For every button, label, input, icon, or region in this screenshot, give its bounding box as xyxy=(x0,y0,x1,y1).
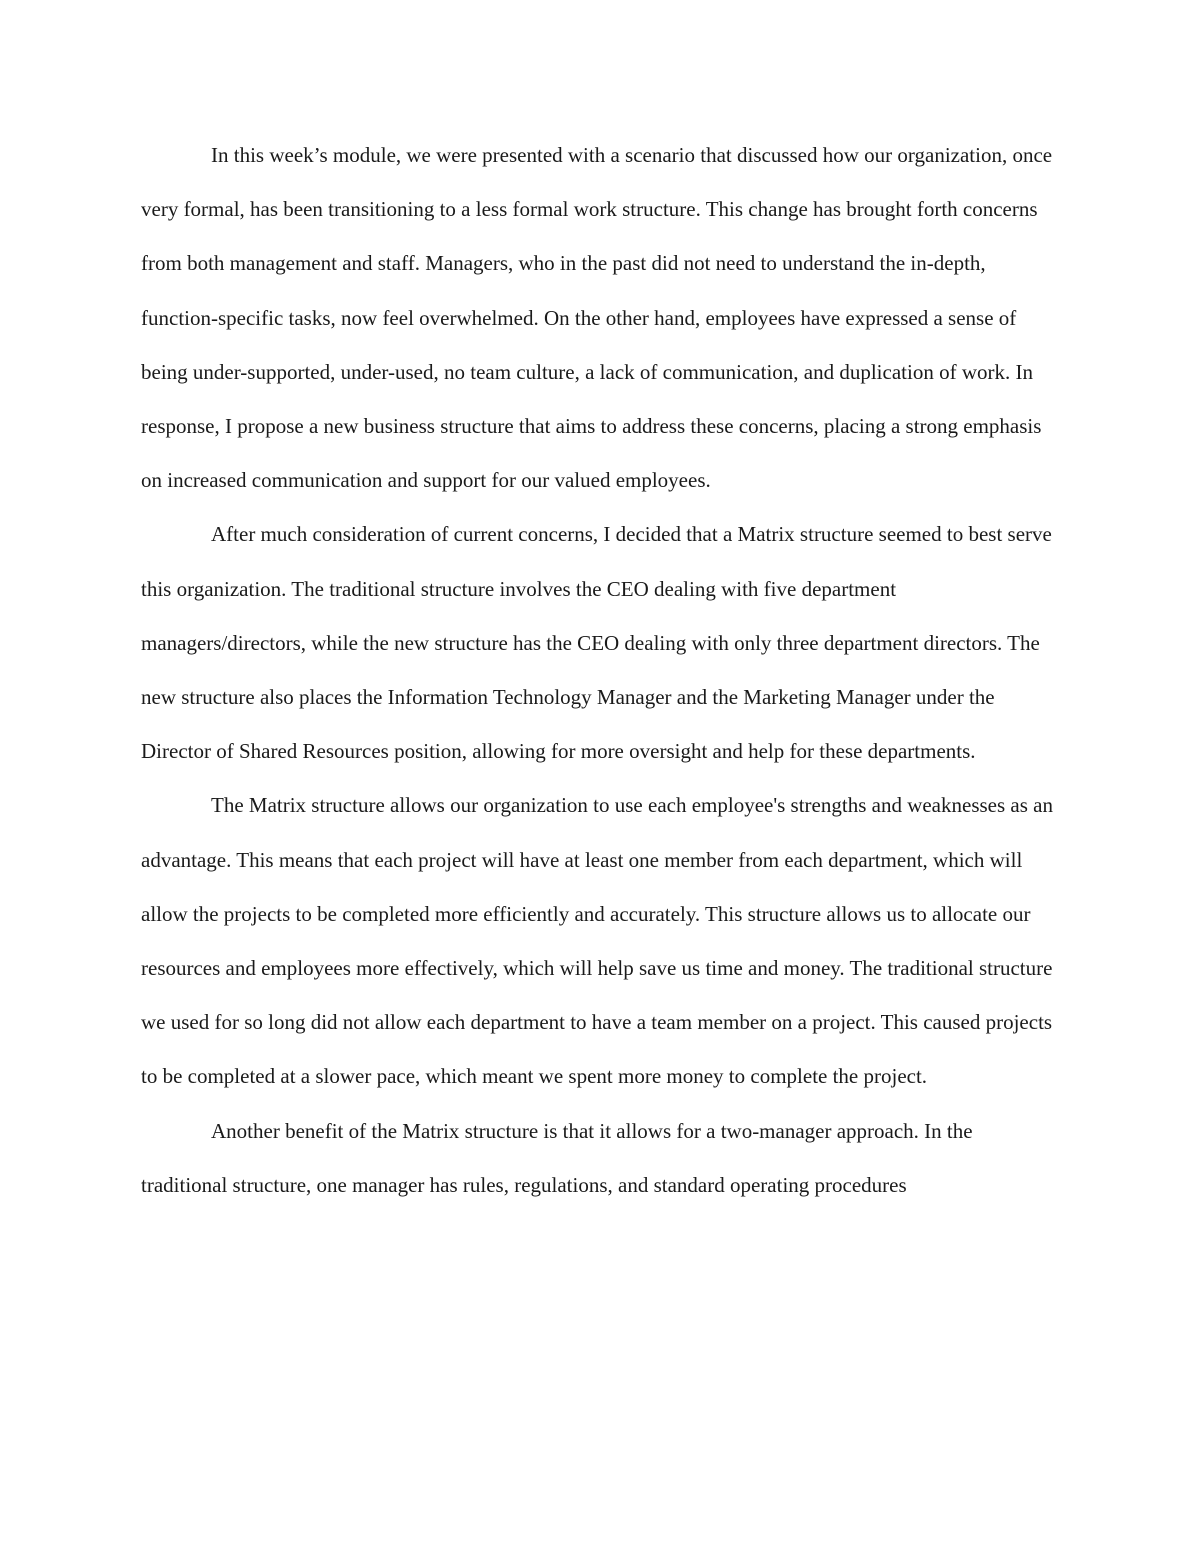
paragraph-2: After much consideration of current concerns, I decided that a Matrix structure seemed to best serve this organization. The traditional structure involves the CEO dealing with five department managers/directors, while the new structure has the CEO dealing with only three department directors. The new structure also places the Information Technology Manager and the Marketing Manager under the Director of Shared Resources position, allowing for more oversight and help for these departments. xyxy=(141,522,1052,764)
paragraph-1: In this week’s module, we were presented with a scenario that discussed how our organization, once very formal, has been transitioning to a less formal work structure. This change has brought forth concerns from both management and staff. Managers, who in the past did not need to understand the in-depth, function-specific tasks, now feel overwhelmed. On the other hand, employees have expressed a sense of being under-supported, under-used, no team culture, a lack of communication, and duplication of work. In response, I propose a new business structure that aims to address these concerns, placing a strong emphasis on increased communication and support for our valued employees. xyxy=(141,143,1053,493)
paragraph-3: The Matrix structure allows our organization to use each employee's strengths and weaknesses as an advantage. This means that each project will have at least one member from each department, which will allow the projects to be completed more efficiently and accurately. This structure allows us to allocate our resources and employees more effectively, which will help save us time and money. The traditional structure we used for so long did not allow each department to have a team member on a project. This caused projects to be completed at a slower pace, which meant we spent more money to complete the project. xyxy=(141,793,1053,1089)
document-body xyxy=(141,128,1061,1212)
paragraph-4: Another benefit of the Matrix structure is that it allows for a two-manager approach. In the traditional structure, one manager has rules, regulations, and standard operating procedures xyxy=(141,1118,973,1197)
